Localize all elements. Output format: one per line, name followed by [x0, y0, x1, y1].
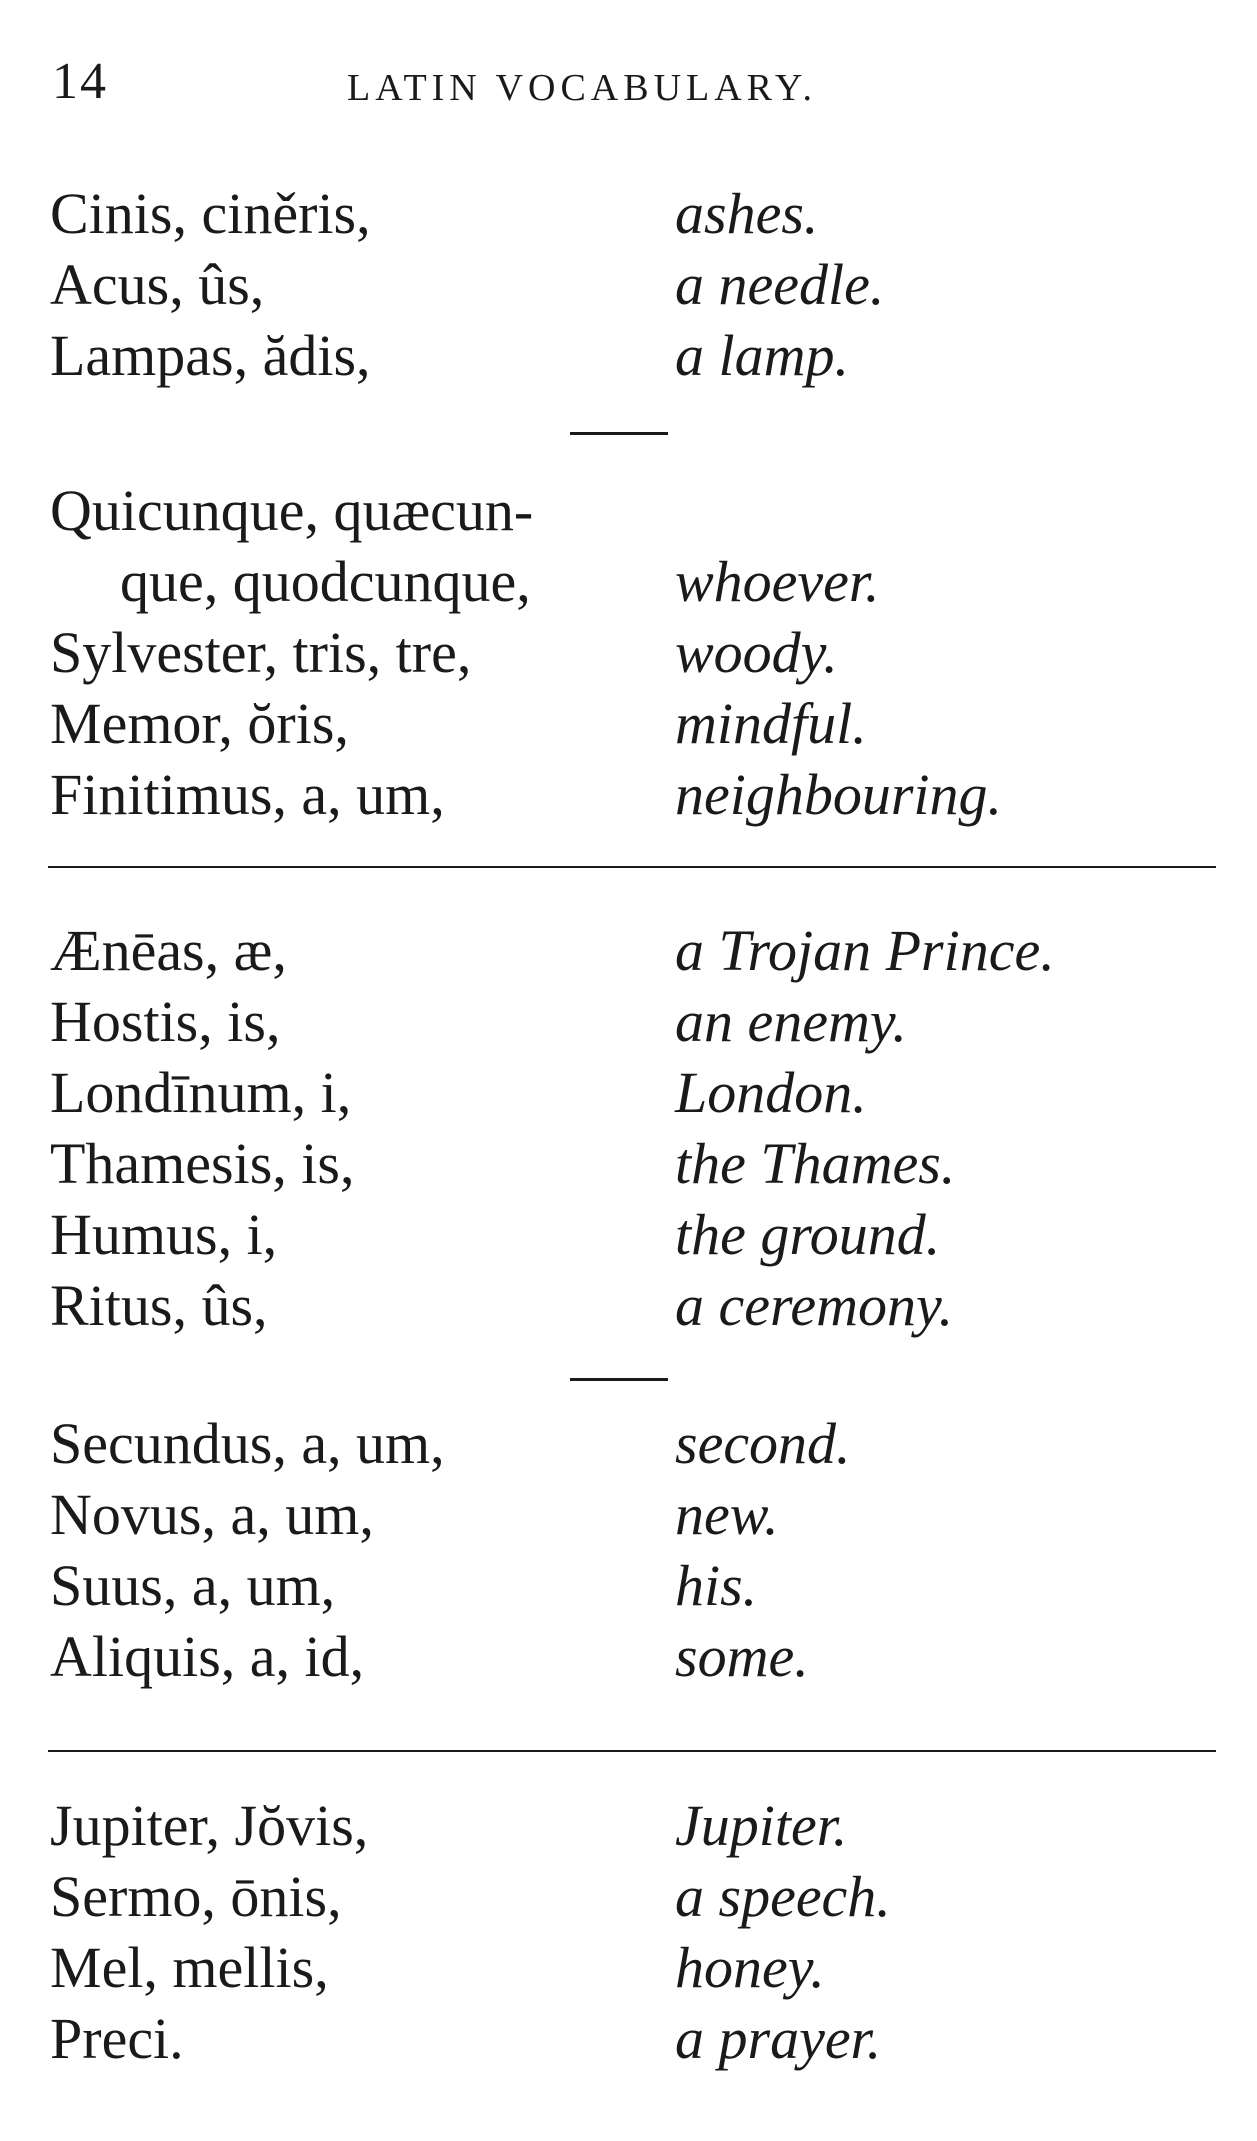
- english-meaning: woody.: [675, 620, 838, 685]
- latin-word: Jupiter, Jŏvis,: [50, 1793, 369, 1858]
- english-meaning: London.: [675, 1060, 867, 1125]
- page-number: 14: [52, 53, 108, 110]
- vocabulary-entry: [50, 1932, 1210, 2003]
- english-meaning: a speech.: [675, 1864, 891, 1929]
- latin-word: Novus, a, um,: [50, 1482, 374, 1547]
- short-divider: [570, 1378, 668, 1381]
- english-meaning: second.: [675, 1411, 851, 1476]
- english-meaning: Jupiter.: [675, 1793, 848, 1858]
- latin-word: Cinis, ciněris,: [50, 181, 371, 246]
- vocabulary-entry: [50, 1861, 1210, 1932]
- english-meaning: neighbouring.: [675, 762, 1003, 827]
- english-meaning: his.: [675, 1553, 758, 1618]
- english-meaning: honey.: [675, 1935, 825, 2000]
- vocabulary-entry: [50, 178, 1210, 249]
- running-title: LATIN VOCABULARY.: [347, 67, 817, 109]
- english-meaning: whoever.: [675, 549, 880, 614]
- english-meaning: a Trojan Prince.: [675, 918, 1055, 983]
- long-divider: [48, 866, 1216, 868]
- latin-word: Thamesis, is,: [50, 1131, 355, 1196]
- vocabulary-entry: [50, 759, 1210, 830]
- english-meaning: new.: [675, 1482, 779, 1547]
- english-meaning: a prayer.: [675, 2006, 882, 2071]
- latin-word: Suus, a, um,: [50, 1553, 336, 1618]
- vocabulary-entry: [50, 1550, 1210, 1621]
- english-meaning: a ceremony.: [675, 1273, 954, 1338]
- english-meaning: a lamp.: [675, 323, 849, 388]
- latin-word: Lampas, ădis,: [50, 323, 371, 388]
- latin-word: Finitimus, a, um,: [50, 762, 445, 827]
- latin-word: Preci.: [50, 2006, 184, 2071]
- vocabulary-entry: [50, 1270, 1210, 1341]
- latin-word: Humus, i,: [50, 1202, 278, 1267]
- latin-word: Acus, ûs,: [50, 252, 265, 317]
- vocabulary-group-4: [50, 1408, 1210, 1692]
- english-meaning: a needle.: [675, 252, 885, 317]
- vocabulary-entry: [50, 1479, 1210, 1550]
- page-header: [52, 52, 1212, 112]
- latin-word: [50, 475, 533, 617]
- vocabulary-entry: [50, 2003, 1210, 2074]
- vocabulary-entry: [50, 617, 1210, 688]
- latin-word: Mel, mellis,: [50, 1935, 329, 2000]
- vocabulary-entry: [50, 1408, 1210, 1479]
- english-meaning: ashes.: [675, 181, 819, 246]
- vocabulary-entry: [50, 249, 1210, 320]
- latin-word: Ritus, ûs,: [50, 1273, 268, 1338]
- vocabulary-entry: [50, 688, 1210, 759]
- vocabulary-entry: [50, 320, 1210, 391]
- english-meaning: mindful.: [675, 691, 867, 756]
- short-divider: [570, 432, 668, 435]
- vocabulary-group-2: [50, 475, 1210, 830]
- vocabulary-group-5: [50, 1790, 1210, 2074]
- vocabulary-entry: [50, 1621, 1210, 1692]
- latin-word: Memor, ŏris,: [50, 691, 349, 756]
- latin-word: Sylvester, tris, tre,: [50, 620, 472, 685]
- vocabulary-entry: [50, 1128, 1210, 1199]
- vocabulary-entry: [50, 986, 1210, 1057]
- latin-word: Londīnum, i,: [50, 1060, 352, 1125]
- vocabulary-group-1: [50, 178, 1210, 391]
- latin-word: Aliquis, a, id,: [50, 1624, 365, 1689]
- long-divider: [48, 1750, 1216, 1752]
- english-meaning: an enemy.: [675, 989, 907, 1054]
- vocabulary-entry: [50, 1199, 1210, 1270]
- vocabulary-entry: [50, 1057, 1210, 1128]
- latin-word: Sermo, ōnis,: [50, 1864, 342, 1929]
- vocabulary-entry: [50, 915, 1210, 986]
- latin-word: Ænēas, æ,: [50, 918, 287, 983]
- english-meaning: the ground.: [675, 1202, 941, 1267]
- latin-word: Hostis, is,: [50, 989, 281, 1054]
- vocabulary-entry: [50, 475, 1210, 617]
- latin-word: Secundus, a, um,: [50, 1411, 445, 1476]
- english-meaning: some.: [675, 1624, 809, 1689]
- english-meaning: the Thames.: [675, 1131, 956, 1196]
- vocabulary-group-3: [50, 915, 1210, 1341]
- vocabulary-entry: [50, 1790, 1210, 1861]
- latin-word-line-2: que, quodcunque,: [120, 549, 531, 614]
- latin-word-line-1: Quicunque, quæcun-: [50, 478, 534, 543]
